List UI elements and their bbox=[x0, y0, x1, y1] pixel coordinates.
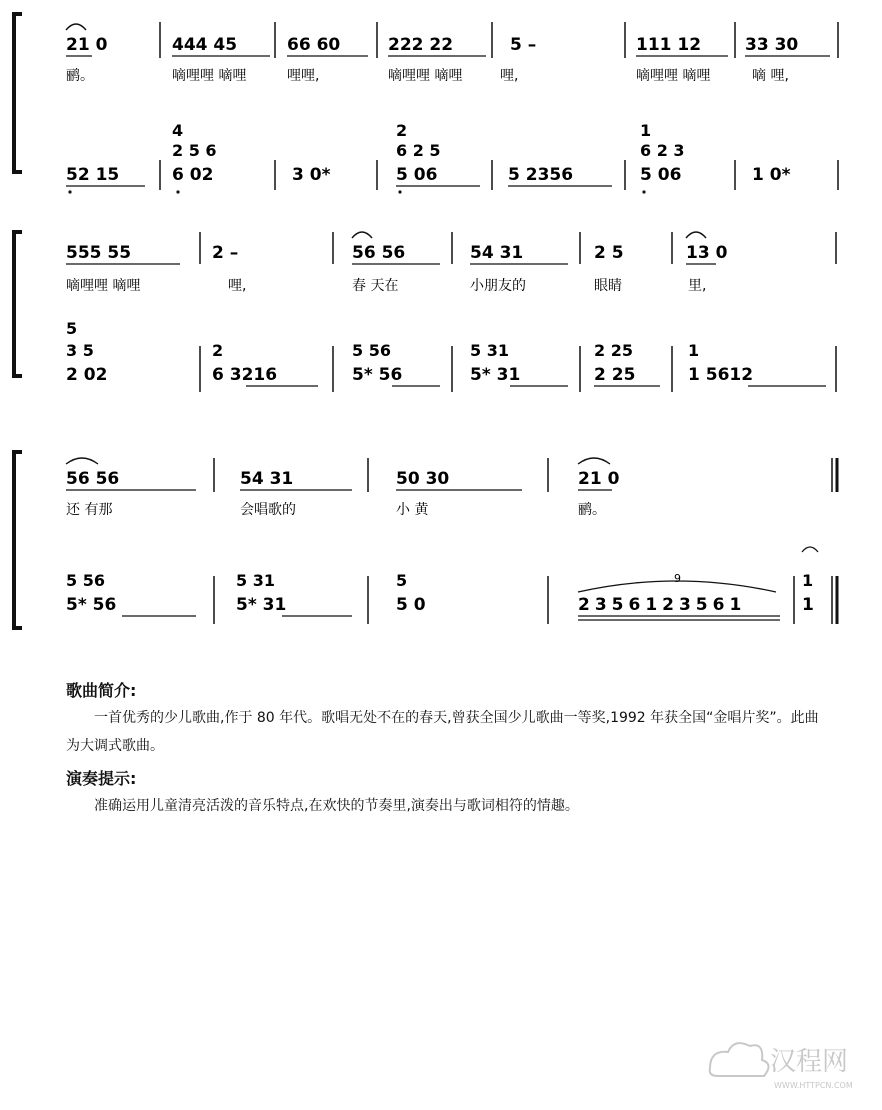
accomp-bar: 5 0 bbox=[396, 595, 426, 615]
accomp-bar: 2 02 bbox=[66, 365, 108, 385]
accomp-bar: 5 06 bbox=[640, 165, 682, 185]
system-3 bbox=[14, 452, 837, 628]
accomp-bar: 5* 56 bbox=[66, 595, 117, 615]
melody-bar: 2 – bbox=[212, 243, 239, 263]
lyric: 里, bbox=[688, 278, 707, 294]
chord-note: 6 2 5 bbox=[396, 141, 441, 160]
melody-bar: 56 56 bbox=[352, 243, 406, 263]
melody-bar: 54 31 bbox=[240, 469, 294, 489]
melody-bar: 2 5 bbox=[594, 243, 624, 263]
system-bracket bbox=[14, 14, 22, 172]
melody-bar: 555 55 bbox=[66, 243, 132, 263]
slur bbox=[66, 24, 86, 30]
melody-bar: 5 – bbox=[510, 35, 537, 55]
melody-bar: 56 56 bbox=[66, 469, 120, 489]
tips-heading: 演奏提示: bbox=[66, 769, 137, 788]
system-bracket bbox=[14, 452, 22, 628]
chord-note: 5 56 bbox=[66, 571, 105, 590]
melody-bar: 54 31 bbox=[470, 243, 524, 263]
chord-note: 2 bbox=[212, 341, 224, 360]
accomp-bar: 5* 31 bbox=[470, 365, 521, 385]
melody-bar: 111 12 bbox=[636, 35, 702, 55]
chord-note: 5 bbox=[66, 319, 78, 338]
melody-bar: 13 0 bbox=[686, 243, 728, 263]
chord-note: 1 bbox=[802, 571, 814, 590]
accomp-bar: 5 06 bbox=[396, 165, 438, 185]
chord-note: 2 25 bbox=[594, 341, 633, 360]
lyric: 春 天在 bbox=[352, 278, 399, 294]
accomp-bar: 2 25 bbox=[594, 365, 636, 385]
lyric: 眼睛 bbox=[594, 278, 622, 294]
lyric: 嘀哩哩 嘀哩 bbox=[388, 68, 463, 84]
accomp-bar: 5 2356 bbox=[508, 165, 574, 185]
watermark-url: WWW.HTTPCN.COM bbox=[774, 1081, 853, 1090]
chord-note: 2 bbox=[396, 121, 408, 140]
melody-bar: 444 45 bbox=[172, 35, 238, 55]
accomp-bar: 2356123561 bbox=[578, 595, 747, 615]
lyric: 会唱歌的 bbox=[240, 502, 296, 518]
accomp-bar: 5* 31 bbox=[236, 595, 287, 615]
system-1 bbox=[14, 14, 838, 194]
chord-note: 5 bbox=[396, 571, 408, 590]
lyric: 嘀哩哩 嘀哩 bbox=[636, 68, 711, 84]
melody-bar: 33 30 bbox=[745, 35, 799, 55]
accomp-bar: 6 3216 bbox=[212, 365, 278, 385]
chord-note: 1 bbox=[688, 341, 700, 360]
accomp-bar: 52 15 bbox=[66, 165, 120, 185]
melody-bar: 66 60 bbox=[287, 35, 341, 55]
chord-note: 4 bbox=[172, 121, 184, 140]
lyric: 还 有那 bbox=[66, 502, 113, 518]
chord-note: 1 bbox=[640, 121, 652, 140]
accomp-bar: 1 5612 bbox=[688, 365, 754, 385]
accomp-bar: 3 0* bbox=[292, 165, 331, 185]
melody-bar: 222 22 bbox=[388, 35, 454, 55]
melody-bar: 50 30 bbox=[396, 469, 450, 489]
cloud-logo-icon bbox=[700, 1028, 870, 1098]
melody-bar: 21 0 bbox=[66, 35, 108, 55]
tips-text: 准确运用儿童清亮活泼的音乐特点,在欢快的节奏里,演奏出与歌词相符的情趣。 bbox=[94, 798, 579, 814]
system-bracket bbox=[14, 232, 22, 376]
intro-text: 一首优秀的少儿歌曲,作于 80 年代。歌唱无处不在的春天,曾获全国少儿歌曲一等奖,1992 年获全国“金唱片奖”。此曲为大调式歌曲。 bbox=[66, 710, 819, 754]
lyric: 嘀哩哩 嘀哩 bbox=[66, 278, 141, 294]
lyric: 哩哩, bbox=[287, 68, 320, 84]
lyric: 嘀 哩, bbox=[752, 68, 789, 84]
lyric: 哩, bbox=[228, 278, 247, 294]
intro-heading: 歌曲简介: bbox=[66, 681, 137, 700]
watermark-text: 汉程网 bbox=[770, 1047, 849, 1077]
lyric: 小 黄 bbox=[396, 502, 429, 518]
lyric: 嘀哩哩 嘀哩 bbox=[172, 68, 247, 84]
accomp-bar: 6 02 bbox=[172, 165, 214, 185]
accomp-bar: 1 bbox=[802, 595, 814, 615]
accomp-bar: 1 0* bbox=[752, 165, 791, 185]
watermark-logo bbox=[700, 1028, 870, 1098]
lyric: 鹂。 bbox=[578, 502, 606, 518]
chord-note: 3 5 bbox=[66, 341, 94, 360]
accomp-bar: 5* 56 bbox=[352, 365, 403, 385]
chord-note: 5 31 bbox=[236, 571, 275, 590]
chord-note: 5 31 bbox=[470, 341, 509, 360]
lyric: 鹂。 bbox=[66, 68, 94, 84]
lyric: 哩, bbox=[500, 68, 519, 84]
chord-note: 2 5 6 bbox=[172, 141, 217, 160]
tuplet-number: 9 bbox=[674, 572, 681, 585]
chord-note: 5 56 bbox=[352, 341, 391, 360]
melody-bar: 21 0 bbox=[578, 469, 620, 489]
lyric: 小朋友的 bbox=[470, 278, 526, 294]
chord-note: 6 2 3 bbox=[640, 141, 685, 160]
system-2 bbox=[14, 232, 836, 392]
